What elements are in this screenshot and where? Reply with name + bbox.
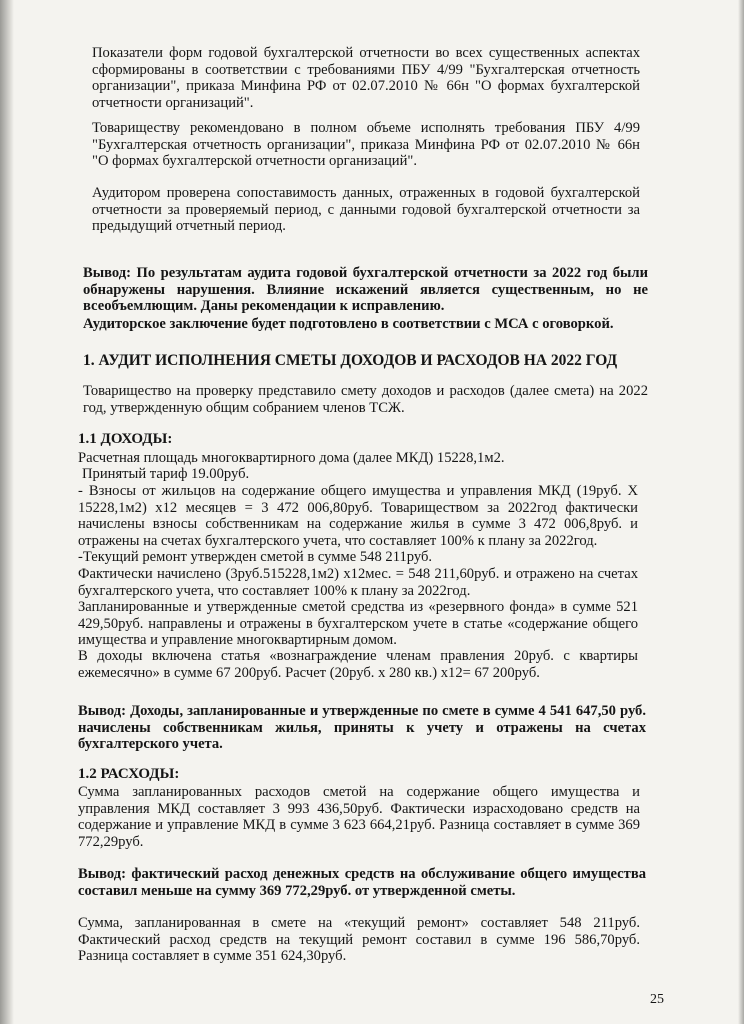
income-repair-actual: Фактически начислено (3руб.515228,1м2) х12мес. = 548 211,60руб. и отражено на счетах бухгалтерского учета, что составляет 100% к плану за 2022год. xyxy=(78,566,638,599)
section-heading-budget-audit: 1. АУДИТ ИСПОЛНЕНИЯ СМЕТЫ ДОХОДОВ И РАСХОДОВ НА 2022 ГОД xyxy=(83,352,618,369)
income-repair: -Текущий ремонт утвержден сметой в сумме 548 211руб. xyxy=(78,549,433,565)
subheading-expenses: 1.2 РАСХОДЫ: xyxy=(78,766,180,782)
paragraph-comparability: Аудитором проверена сопоставимость данных, отраженных в годовой бухгалтерской отчетности за проверяемый период, с данными годовой бухгалтерской отчетности за предыдущий отчетный период. xyxy=(92,185,640,235)
paragraph-budget-intro: Товарищество на проверку представило смету доходов и расходов (далее смета) на 2022 год, утвержденную общим собранием членов ТСЖ. xyxy=(83,383,648,416)
paragraph-indicators: Показатели форм годовой бухгалтерской отчетности во всех существенных аспектах сформированы в соответствии с требованиями ПБУ 4/99 "Бухгалтерская отчетность организации", приказа Минфина РФ от 02.07.2010 № 66н "О формах бухгалтерской отчетности организаций". xyxy=(92,45,640,111)
conclusion-income: Вывод: Доходы, запланированные и утвержденные по смете в сумме 4 541 647,50 руб. начислены собственникам жилья, приняты к учету и отражены на счетах бухгалтерского учета. xyxy=(78,703,646,753)
subheading-income: 1.1 ДОХОДЫ: xyxy=(78,431,173,447)
expenses-summary: Сумма запланированных расходов сметой на содержание общего имущества и управления МКД составляет 3 993 436,50руб. Фактически израсходовано средств на содержание и управление МКД в сумме 3 623 664,21руб. Разница составляет в сумме 369 772,29руб. xyxy=(78,784,640,850)
income-board-reward: В доходы включена статья «вознаграждение членам правления 20руб. с квартиры ежемесячно» в сумме 67 200руб. Расчет (20руб. х 280 кв.) х12= 67 200руб. xyxy=(78,648,638,681)
expenses-repair: Сумма, запланированная в смете на «текущий ремонт» составляет 548 211руб. Фактический расход средств на текущий ремонт составил в сумме 196 586,70руб. Разница составляет в сумме 351 624,30руб. xyxy=(78,915,640,965)
audit-opinion-note: Аудиторское заключение будет подготовлено в соответствии с МСА с оговоркой. xyxy=(83,316,614,332)
conclusion-expenses: Вывод: фактический расход денежных средств на обслуживание общего имущества составил меньше на сумму 369 772,29руб. от утвержденной сметы. xyxy=(78,866,646,899)
paragraph-recommendation: Товариществу рекомендовано в полном объеме исполнять требования ПБУ 4/99 "Бухгалтерская отчетность организации", приказа Минфина РФ от 02.07.2010 № 66н "О формах бухгалтерской отчетности организаций". xyxy=(92,120,640,170)
income-reserve-fund: Запланированные и утвержденные сметой средства из «резервного фонда» в сумме 521 429,50руб. направлены и отражены в бухгалтерском учете в статье «содержание общего имущества и управление многоквартирным домом. xyxy=(78,599,638,649)
income-tariff: Принятый тариф 19.00руб. xyxy=(82,466,250,482)
page-number: 25 xyxy=(650,992,664,1007)
income-contributions: - Взносы от жильцов на содержание общего имущества и управления МКД (19руб. Х 15228,1м2) х12 месяцев = 3 472 006,80руб. Товариществом за 2022год фактически начислены взносы собственникам на содержание жилья в сумме 3 472 006,8руб. и отражены на счетах бухгалтерского учета, что составляет 100% к плану за 2022год. xyxy=(78,483,638,549)
conclusion-audit: Вывод: По результатам аудита годовой бухгалтерской отчетности за 2022 год были обнаружены нарушения. Влияние искажений является существенным, но не всеобъемлющим. Даны рекомендации к исправлению. xyxy=(83,265,648,315)
income-area: Расчетная площадь многоквартирного дома (далее МКД) 15228,1м2. xyxy=(78,450,505,466)
